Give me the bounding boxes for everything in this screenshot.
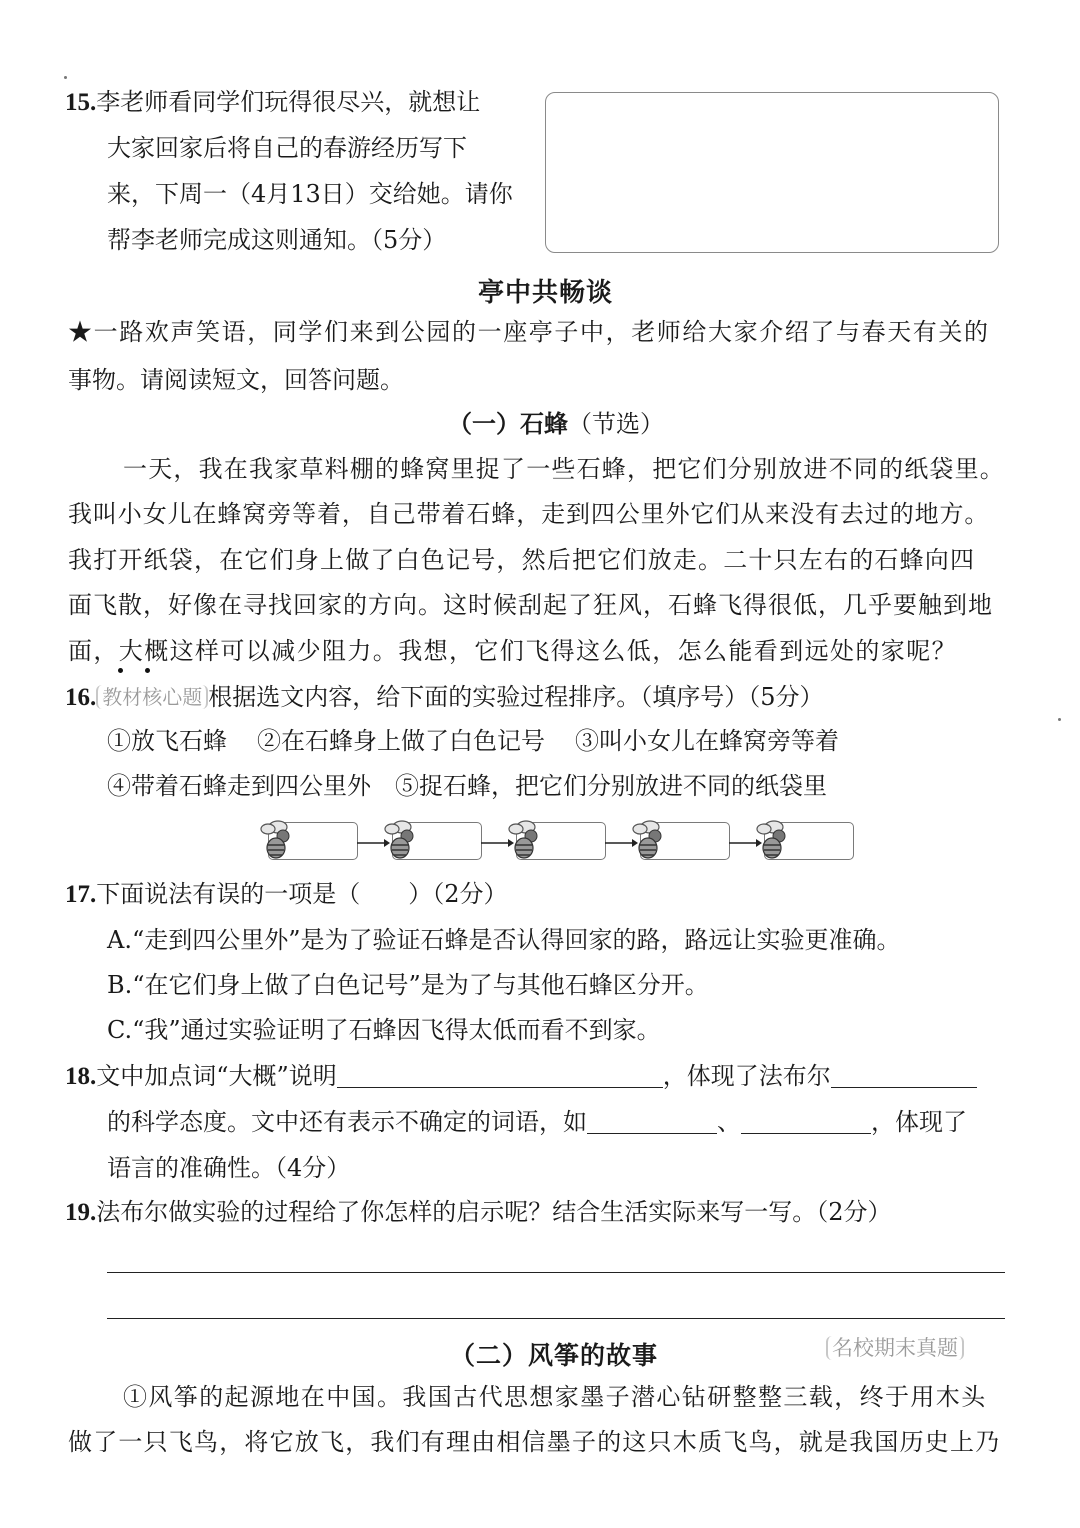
arrow-right-icon [481, 838, 515, 848]
q16-stem: 根据选文内容，给下面的实验过程排序。（填序号）（5分） [208, 683, 824, 711]
q17-option-a: A.“走到四公里外”是为了验证石蜂是否认得回家的路，路远让实验更准确。 [107, 926, 901, 954]
q19-stem-line [65, 1198, 892, 1227]
passage2-line-1: ①风筝的起源地在中国。我国古代思想家墨子潜心钻研整整三载，终于用木头 [123, 1383, 987, 1411]
scan-speck [64, 76, 67, 79]
passage2-line-2: 做了一只飞鸟，将它放飞，我们有理由相信墨子的这只木质飞鸟，就是我国历史上乃 [68, 1428, 1001, 1456]
q15-line-1 [65, 88, 480, 117]
q19-number: 19. [65, 1199, 97, 1226]
q18-part-4: 、 [717, 1108, 741, 1136]
q16-option-4: ④带着石蜂走到四公里外 [107, 772, 371, 800]
arrow-right-icon [729, 838, 763, 848]
q18-blank-4[interactable] [741, 1111, 871, 1134]
q15-number: 15. [65, 89, 97, 116]
bee-icon [258, 818, 294, 862]
q15-answer-box[interactable] [545, 92, 999, 253]
q18-blank-3[interactable] [587, 1111, 717, 1134]
arrow-right-icon [605, 838, 639, 848]
q18-part-5: ，体现了 [871, 1108, 967, 1136]
passage1-line-4: 面飞散，好像在寻找回家的方向。这时候刮起了狂风，石蜂飞得很低，几乎要触到地 [68, 591, 993, 619]
q16-tag: 教材核心题 [96, 685, 208, 709]
arrow-right-icon [357, 838, 391, 848]
passage1-title-suffix: （节选） [568, 410, 664, 438]
q15-line-2: 大家回家后将自己的春游经历写下 [107, 134, 467, 162]
q18-part-3: 的科学态度。文中还有表示不确定的词语，如 [107, 1108, 587, 1136]
passage1-title-main: （一）石蜂 [448, 409, 568, 438]
q18-line-1 [65, 1062, 977, 1091]
q16-option-1: ①放飞石蜂 [107, 727, 227, 755]
q15-line-4: 帮李老师完成这则通知。（5分） [107, 226, 447, 254]
q17-number: 17. [65, 881, 97, 908]
passage1-line-2: 我叫小女儿在蜂窝旁等着，自己带着石蜂，走到四公里外它们从来没有去过的地方。 [68, 500, 990, 528]
q16-option-2: ②在石蜂身上做了白色记号 [257, 727, 545, 755]
q15-text-1: 李老师看同学们玩得很尽兴，就想让 [96, 88, 481, 116]
scan-speck [1058, 718, 1061, 721]
q18-number: 18. [65, 1063, 97, 1090]
emphasis-dot-1 [118, 668, 123, 673]
passage1-title [448, 410, 664, 438]
intro-line-2: 事物。请阅读短文，回答问题。 [68, 366, 404, 394]
q19-answer-line-2[interactable] [107, 1318, 1005, 1319]
q17-stem-line [65, 880, 508, 909]
passage2-source [826, 1336, 964, 1360]
q16-option-5: ⑤捉石蜂，把它们分别放进不同的纸袋里 [395, 772, 827, 800]
q17-option-b: B.“在它们身上做了白色记号”是为了与其他石蜂区分开。 [107, 971, 709, 999]
q18-line-2 [107, 1108, 967, 1136]
q18-part-2: ，体现了法布尔 [662, 1062, 831, 1090]
q15-line-3: 来，下周一（4月13日）交给她。请你 [107, 180, 513, 208]
passage1-line-3: 我打开纸袋，在它们身上做了白色记号，然后把它们放走。二十只左右的石蜂向四 [68, 546, 976, 574]
q19-answer-line-1[interactable] [107, 1272, 1005, 1273]
q16-stem-line [65, 683, 824, 712]
emphasis-dot-2 [145, 668, 150, 673]
q16-option-3: ③叫小女儿在蜂窝旁等着 [575, 727, 839, 755]
passage1-line-5: 面，大概这样可以减少阻力。我想，它们飞得这么低，怎么能看到远处的家呢？ [68, 637, 957, 665]
passage2-title: （二）风筝的故事 [450, 1341, 659, 1370]
q17-stem: 下面说法有误的一项是（ ）（2分） [96, 880, 508, 908]
passage1-line-1: 一天，我在我家草料棚的蜂窝里捉了一些石蜂，把它们分别放进不同的纸袋里。 [123, 455, 1005, 483]
q18-part-1: 文中加点词“大概”说明 [96, 1062, 337, 1090]
intro-line-1: ★一路欢声笑语，同学们来到公园的一座亭子中，老师给大家介绍了与春天有关的 [68, 318, 990, 346]
q18-blank-1[interactable] [337, 1065, 663, 1088]
section-heading: 亭中共畅谈 [478, 278, 614, 308]
q18-blank-2[interactable] [831, 1065, 977, 1088]
q16-number: 16. [65, 684, 97, 711]
q16-options-row-2 [107, 772, 827, 800]
q16-options-row-1 [107, 727, 839, 755]
q18-line-3: 语言的准确性。（4分） [107, 1154, 351, 1182]
q17-option-c: C.“我”通过实验证明了石蜂因飞得太低而看不到家。 [107, 1016, 661, 1044]
passage2-tag: 名校期末真题 [826, 1336, 964, 1360]
q19-stem: 法布尔做实验的过程给了你怎样的启示呢？结合生活实际来写一写。（2分） [96, 1198, 892, 1226]
